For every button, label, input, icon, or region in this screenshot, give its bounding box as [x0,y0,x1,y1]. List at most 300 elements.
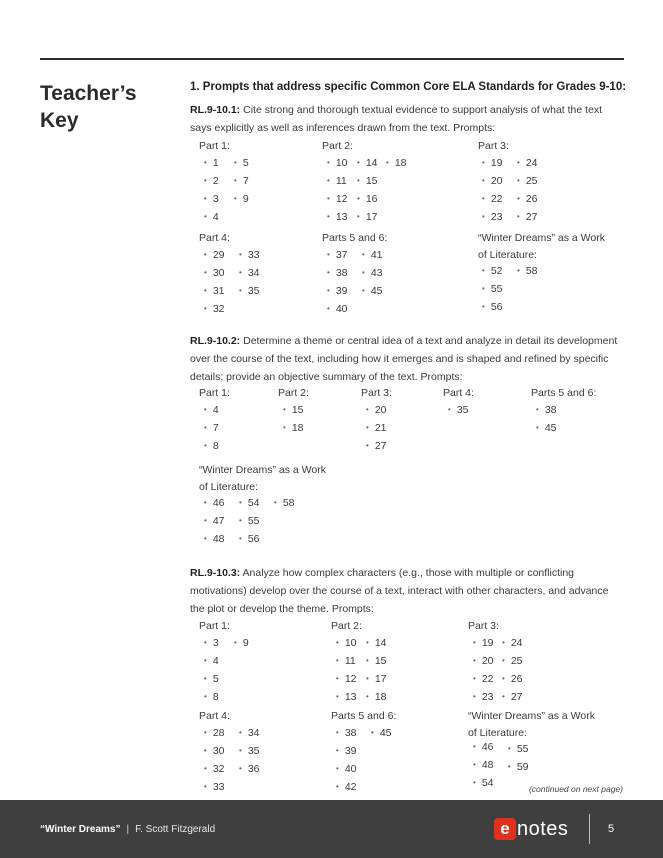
bullet-icon: • [327,286,330,295]
bullet-icon: • [473,674,476,683]
prompt-number: 38 [544,404,557,416]
bullet-icon: • [473,692,476,701]
bullet-icon: • [204,441,207,450]
bullet-icon: • [327,250,330,259]
prompt-item [336,724,357,742]
label-line: “Winter Dreams” as a Work [199,464,326,476]
bullet-icon: • [336,692,339,701]
bullet-icon: • [473,778,476,787]
prompt-item [239,282,260,300]
group-label: Parts 5 and 6: [531,387,597,399]
prompt-item [482,154,503,172]
page-number: 5 [608,823,615,835]
prompt-column [482,262,503,316]
prompt-number: 3 [212,193,219,205]
standard-code: RL.9-10.3: [190,567,241,579]
prompt-number: 20 [374,404,387,416]
book-author: F. Scott Fitzgerald [135,824,216,835]
prompt-number: 19 [481,637,494,649]
prompt-item [336,742,357,760]
prompt-number: 52 [490,265,503,277]
section-heading: 1. Prompts that address specific Common Core ELA Standards for Grades 9-10: [190,81,627,93]
group-label [468,708,595,742]
prompt-item [234,634,249,652]
prompt-number: 55 [490,283,503,295]
prompt-item [204,724,225,742]
prompt-column [362,246,383,300]
prompt-number: 38 [344,727,357,739]
prompt-column [473,634,494,706]
book-title: “Winter Dreams” [40,824,121,835]
bullet-icon: • [366,674,369,683]
prompt-number: 7 [212,422,219,434]
prompt-number: 18 [394,157,407,169]
bullet-icon: • [204,638,207,647]
bullet-icon: • [386,158,389,167]
prompt-number: 18 [374,691,387,703]
bullet-icon: • [473,742,476,751]
prompt-item [366,688,387,706]
bullet-icon: • [204,194,207,203]
continued-note: (continued on next page) [528,784,623,794]
prompt-item [517,172,538,190]
group-label: Part 4: [443,387,474,399]
prompt-number: 23 [490,211,503,223]
label-line: of Literature: [199,481,258,493]
standard-rl-9-10-1 [190,101,620,137]
prompt-number: 3 [212,637,219,649]
prompt-number: 11 [344,655,356,667]
prompt-item [204,778,225,796]
bullet-icon: • [482,284,485,293]
enotes-logo[interactable] [494,817,568,841]
prompt-item [327,282,348,300]
group-label: Part 3: [468,620,499,632]
bullet-icon: • [204,782,207,791]
bullet-icon: • [366,441,369,450]
footer-bar [0,800,663,858]
prompt-column [204,494,225,548]
prompt-column [448,401,469,419]
bullet-icon: • [239,728,242,737]
bullet-icon: • [366,656,369,665]
prompt-item [239,494,260,512]
prompt-number: 54 [481,777,494,789]
prompt-number: 20 [481,655,494,667]
prompt-column [204,154,219,226]
prompt-item [336,778,357,796]
prompt-column [239,724,260,778]
prompt-number: 29 [212,249,225,261]
prompt-number: 21 [374,422,387,434]
prompt-item [366,670,387,688]
prompt-column [502,634,523,706]
bullet-icon: • [482,302,485,311]
prompt-number: 23 [481,691,494,703]
footer-divider [589,814,590,844]
prompt-item [327,190,348,208]
bullet-icon: • [508,744,511,753]
prompt-number: 24 [525,157,538,169]
bullet-icon: • [239,268,242,277]
prompt-item [502,634,523,652]
prompt-number: 27 [510,691,523,703]
prompt-number: 9 [242,193,249,205]
prompt-number: 37 [335,249,348,261]
prompt-number: 5 [242,157,249,169]
bullet-icon: • [239,498,242,507]
bullet-icon: • [536,423,539,432]
prompt-item [362,282,383,300]
group-label: Part 2: [331,620,362,632]
prompt-column [517,262,538,280]
bullet-icon: • [204,498,207,507]
title-line-1: Teacher’s [40,82,137,105]
prompt-number: 45 [544,422,557,434]
prompt-item [482,298,503,316]
bullet-icon: • [362,286,365,295]
prompt-column [274,494,295,512]
prompt-item [204,419,219,437]
prompt-number: 25 [525,175,538,187]
bullet-icon: • [502,674,505,683]
bullet-icon: • [362,268,365,277]
prompt-item [234,172,249,190]
prompt-item [274,494,295,512]
bullet-icon: • [204,250,207,259]
prompt-item [239,246,260,264]
prompt-item [336,670,357,688]
prompt-item [448,401,469,419]
prompt-column [234,154,249,208]
prompt-number: 54 [247,497,260,509]
prompt-number: 48 [481,759,494,771]
standard-text: Analyze how complex characters (e.g., those with multiple or conflicting motivations) develop over the course of a text, interact with other characters, and advance the plot or develop the theme. Prompts: [190,567,609,615]
standard-rl-9-10-3 [190,564,620,618]
prompt-column [204,724,225,796]
bullet-icon: • [336,728,339,737]
bullet-icon: • [234,638,237,647]
prompt-number: 11 [335,175,347,187]
label-line: of Literature: [468,727,527,739]
prompt-column [366,401,387,455]
prompt-number: 34 [247,267,260,279]
prompt-item [517,154,538,172]
prompt-item [482,262,503,280]
prompt-column [234,634,249,652]
prompt-item [366,634,387,652]
prompt-number: 31 [212,285,225,297]
prompt-item [327,208,348,226]
standard-rl-9-10-2 [190,332,620,386]
group-label: Part 1: [199,140,230,152]
group-label: Parts 5 and 6: [331,710,397,722]
prompt-item [204,634,219,652]
prompt-number: 2 [212,175,219,187]
prompt-number: 56 [490,301,503,313]
bullet-icon: • [204,212,207,221]
prompt-item [386,154,407,172]
prompt-item [473,670,494,688]
prompt-number: 26 [510,673,523,685]
prompt-item [204,190,219,208]
prompt-number: 5 [212,673,219,685]
prompt-number: 26 [525,193,538,205]
prompt-column [473,738,494,792]
prompt-number: 10 [335,157,348,169]
prompt-number: 59 [516,761,529,773]
prompt-item [204,494,225,512]
bullet-icon: • [336,656,339,665]
prompt-item [366,401,387,419]
bullet-icon: • [448,405,451,414]
prompt-column [357,154,378,226]
prompt-column [283,401,304,437]
bullet-icon: • [239,534,242,543]
group-label: Parts 5 and 6: [322,232,388,244]
group-label: Part 2: [278,387,309,399]
bullet-icon: • [204,176,207,185]
prompt-number: 15 [374,655,387,667]
prompt-number: 55 [247,515,260,527]
prompt-item [204,264,225,282]
prompt-number: 33 [247,249,260,261]
prompt-number: 43 [370,267,383,279]
bullet-icon: • [204,304,207,313]
bullet-icon: • [204,516,207,525]
prompt-item [482,190,503,208]
prompt-item [204,742,225,760]
prompt-item [473,756,494,774]
prompt-number: 20 [490,175,503,187]
prompt-number: 30 [212,745,225,757]
prompt-column [482,154,503,226]
logo-wordmark: notes [517,817,569,840]
prompt-item [239,264,260,282]
bullet-icon: • [327,194,330,203]
prompt-number: 42 [344,781,357,793]
prompt-column [204,401,219,455]
bullet-icon: • [234,194,237,203]
bullet-icon: • [204,268,207,277]
prompt-number: 9 [242,637,249,649]
prompt-item [239,742,260,760]
prompt-item [336,634,357,652]
prompt-column [336,634,357,706]
bullet-icon: • [366,405,369,414]
prompt-number: 24 [510,637,523,649]
bullet-icon: • [536,405,539,414]
prompt-number: 15 [365,175,378,187]
bullet-icon: • [239,764,242,773]
bullet-icon: • [517,266,520,275]
bullet-icon: • [517,158,520,167]
prompt-number: 17 [374,673,387,685]
prompt-item [204,530,225,548]
bullet-icon: • [357,212,360,221]
bullet-icon: • [204,728,207,737]
prompt-column [336,724,357,796]
bullet-icon: • [366,692,369,701]
bullet-icon: • [274,498,277,507]
prompt-number: 4 [212,655,219,667]
prompt-number: 22 [481,673,494,685]
bullet-icon: • [327,268,330,277]
prompt-number: 35 [247,745,260,757]
bullet-icon: • [517,194,520,203]
group-label: Part 4: [199,710,230,722]
prompt-item [357,154,378,172]
prompt-number: 45 [379,727,392,739]
label-line: “Winter Dreams” as a Work [468,710,595,722]
bullet-icon: • [204,158,207,167]
prompt-item [204,282,225,300]
prompt-item [517,190,538,208]
page-title [40,80,137,134]
prompt-item [204,172,219,190]
prompt-column [204,634,219,706]
prompt-item [327,172,348,190]
prompt-number: 33 [212,781,225,793]
bullet-icon: • [517,212,520,221]
bullet-icon: • [371,728,374,737]
bullet-icon: • [239,250,242,259]
prompt-item [357,190,378,208]
group-label [199,462,326,496]
bullet-icon: • [239,286,242,295]
prompt-item [336,652,357,670]
group-label: Part 1: [199,387,230,399]
prompt-item [204,154,219,172]
bullet-icon: • [204,746,207,755]
bullet-icon: • [336,746,339,755]
footer-separator: | [126,824,130,835]
bullet-icon: • [357,194,360,203]
prompt-item [283,401,304,419]
prompt-item [239,530,260,548]
bullet-icon: • [482,266,485,275]
prompt-item [508,740,529,758]
standard-text: Determine a theme or central idea of a text and analyze in detail its development over the course of the text, including how it emerges and is shaped and refined by specific details; provide an objective summary of the text. Prompts: [190,335,618,383]
prompt-item [357,208,378,226]
group-label: Part 1: [199,620,230,632]
prompt-column [517,154,538,226]
bullet-icon: • [502,656,505,665]
prompt-number: 12 [335,193,348,205]
prompt-number: 4 [212,404,219,416]
prompt-item [239,512,260,530]
prompt-item [239,760,260,778]
prompt-number: 16 [365,193,378,205]
prompt-number: 41 [370,249,383,261]
bullet-icon: • [502,692,505,701]
prompt-number: 1 [212,157,219,169]
standard-code: RL.9-10.2: [190,335,241,347]
prompt-number: 27 [525,211,538,223]
bullet-icon: • [482,176,485,185]
bullet-icon: • [482,194,485,203]
prompt-item [502,652,523,670]
bullet-icon: • [327,304,330,313]
footer-title [40,824,215,835]
prompt-item [536,419,557,437]
prompt-item [204,208,219,226]
prompt-item [239,724,260,742]
prompt-number: 8 [212,440,219,452]
prompt-item [362,246,383,264]
prompt-item [482,208,503,226]
prompt-item [362,264,383,282]
prompt-column [366,634,387,706]
bullet-icon: • [366,423,369,432]
bullet-icon: • [327,212,330,221]
bullet-icon: • [204,764,207,773]
bullet-icon: • [327,176,330,185]
group-label: Part 3: [361,387,392,399]
prompt-number: 12 [344,673,357,685]
prompt-number: 46 [212,497,225,509]
prompt-item [536,401,557,419]
prompt-number: 13 [335,211,348,223]
prompt-item [327,264,348,282]
prompt-item [336,688,357,706]
prompt-item [204,670,219,688]
bullet-icon: • [204,405,207,414]
bullet-icon: • [204,534,207,543]
prompt-number: 40 [335,303,348,315]
prompt-number: 17 [365,211,378,223]
bullet-icon: • [239,746,242,755]
prompt-item [204,512,225,530]
bullet-icon: • [336,674,339,683]
bullet-icon: • [482,212,485,221]
prompt-item [204,246,225,264]
group-label: Part 3: [478,140,509,152]
prompt-item [234,154,249,172]
prompt-column [536,401,557,437]
prompt-column [371,724,392,742]
prompt-number: 39 [335,285,348,297]
bullet-icon: • [327,158,330,167]
prompt-number: 34 [247,727,260,739]
prompt-number: 47 [212,515,225,527]
logo-e-icon: e [494,818,516,840]
bullet-icon: • [473,656,476,665]
prompt-item [327,154,348,172]
prompt-number: 46 [481,741,494,753]
prompt-item [234,190,249,208]
bullet-icon: • [239,516,242,525]
prompt-column [508,740,529,776]
prompt-number: 4 [212,211,219,223]
prompt-number: 36 [247,763,260,775]
prompt-item [204,760,225,778]
prompt-item [204,652,219,670]
prompt-item [473,774,494,792]
prompt-column [327,246,348,318]
bullet-icon: • [234,176,237,185]
prompt-item [283,419,304,437]
bullet-icon: • [283,423,286,432]
prompt-item [502,670,523,688]
prompt-number: 58 [525,265,538,277]
prompt-number: 35 [456,404,469,416]
bullet-icon: • [357,176,360,185]
prompt-item [204,688,219,706]
bullet-icon: • [336,782,339,791]
prompt-number: 27 [374,440,387,452]
bullet-icon: • [204,674,207,683]
